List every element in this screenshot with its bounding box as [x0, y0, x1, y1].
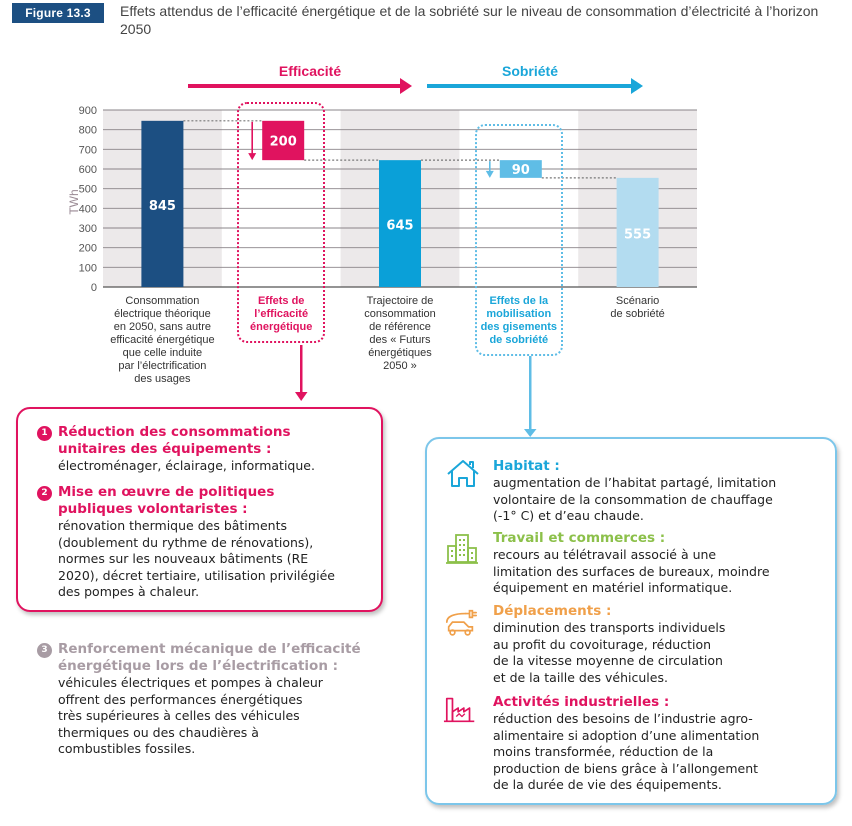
bar-delta-label: 200 — [269, 134, 297, 150]
category-label-line: efficacité énergétique — [110, 334, 215, 346]
category-label-line: Consommation — [125, 295, 200, 307]
category-label-line: de sobriété — [489, 334, 549, 346]
category-label-line: en 2050, sans autre — [113, 321, 212, 333]
industrie-text-line-4: production de biens grâce à l’allongement — [493, 760, 759, 776]
category-label-line: électrique théorique — [114, 308, 211, 320]
category-label-line: des gisements — [480, 321, 557, 333]
sobriety-measures-box — [425, 437, 837, 805]
mechanical-text-line-4: thermiques ou des chaudières à — [58, 724, 259, 740]
bar-value-label: 555 — [624, 227, 652, 243]
y-tick-label: 500 — [78, 183, 97, 196]
arrow-efficacite — [188, 78, 412, 94]
category-label-line: énergétique — [250, 321, 313, 333]
bar-value-label: 645 — [386, 218, 414, 234]
waterfall-chart — [0, 95, 852, 310]
number-badge-3: 3 — [37, 643, 52, 658]
sobriety-item-travail-title: Travail et commerces : — [493, 530, 666, 546]
efficiency-item-1-title-line-2: unitaires des équipements : — [58, 441, 272, 457]
category-label-line: que celle induite — [122, 347, 203, 359]
mechanical-text-line-2: offrent des performances énergétiques — [58, 691, 303, 707]
arrow-to-efficiency-box — [295, 345, 308, 401]
y-tick-label: 100 — [78, 262, 97, 275]
y-tick-label: 700 — [78, 144, 97, 157]
mechanical-text-line-3: très supérieures à celles des véhicules — [58, 708, 300, 723]
electric-car-icon — [443, 607, 479, 641]
phase-label-sobriete: Sobriété — [501, 63, 558, 79]
sobriety-item-deplacements — [493, 603, 833, 686]
efficiency-measures-box — [16, 407, 383, 612]
category-label — [579, 295, 696, 321]
travail-text-line-3: équipement en matériel informatique. — [493, 580, 733, 595]
category-label-line: consommation — [364, 308, 436, 320]
mechanical-title-line-1: Renforcement mécanique de l’efficacité — [58, 641, 361, 657]
y-tick-label: 900 — [78, 105, 97, 117]
efficiency-item-1-title-line-1: Réduction des consommations — [58, 424, 291, 440]
efficiency-item-2-text-line-3: normes sur les nouveaux bâtiments (RE — [58, 551, 309, 566]
arrow-to-sobriety-box — [524, 356, 537, 437]
sobriety-item-deplacements-title: Déplacements : — [493, 603, 612, 619]
mechanical-text-line-1: véhicules électriques et pompes à chaleur — [58, 675, 323, 690]
category-label-line: de référence — [369, 321, 431, 333]
deplacements-text-line-1: diminution des transports individuels — [493, 620, 726, 635]
habitat-text-line-1: augmentation de l’habitat partagé, limitation — [493, 475, 777, 490]
delta-arrow-head — [486, 171, 494, 178]
category-label-line: mobilisation — [486, 308, 552, 320]
sobriety-item-habitat — [493, 458, 833, 525]
sobriety-item-travail — [493, 530, 833, 597]
y-tick-label: 0 — [90, 282, 97, 294]
sobriety-item-industrie-title: Activités industrielles : — [493, 694, 670, 710]
habitat-text-line-2: volontaire de la consommation de chauffage — [493, 491, 773, 507]
category-label-line: de sobriété — [610, 308, 665, 320]
phase-arrows — [0, 0, 852, 110]
bar-value-label: 845 — [148, 198, 176, 214]
number-badge-1: 1 — [37, 426, 52, 441]
industrie-text-line-5: de la durée de vie des équipements. — [493, 777, 722, 792]
category-label-line: 2050 » — [383, 360, 417, 372]
figure-badge: Figure 13.3 — [12, 3, 104, 23]
bar-delta-label: 90 — [511, 163, 530, 178]
figure-title: Effets attendus de l’efficacité énergétique et de la sobriété sur le niveau de consommation d’électricité à l’horizon 2050 — [120, 3, 819, 37]
mechanical-title-line-2: énergétique lors de l’électrification : — [58, 658, 339, 674]
y-tick-label: 600 — [78, 164, 97, 176]
category-label-line: des « Futurs — [369, 334, 431, 346]
deplacements-text-line-4: et de la taille des véhicules. — [493, 669, 668, 685]
efficiency-item-2-text-line-4: 2020), décret tertiaire, utilisation privilégiée — [58, 567, 336, 583]
arrow-sobriete — [427, 78, 643, 94]
sobriety-item-industrie — [493, 694, 833, 794]
y-axis-label: TWh — [67, 189, 81, 215]
category-label-line: Scénario — [615, 295, 660, 307]
delta-arrow-head — [248, 153, 256, 160]
phase-label-efficacite: Efficacité — [278, 63, 342, 79]
industrie-text-line-3: moins transformée, réduction de la — [493, 744, 714, 759]
category-label-line: Effets de — [257, 295, 305, 307]
mechanical-reinforcement-note — [37, 641, 382, 758]
deplacements-text-line-3: de la vitesse moyenne de circulation — [493, 653, 723, 668]
category-label-line: des usages — [134, 373, 191, 385]
efficiency-item-2-text-line-1: rénovation thermique des bâtiments — [58, 518, 287, 533]
efficiency-item-2-title-line-1: Mise en œuvre de politiques — [58, 484, 275, 500]
category-label-line: énergétiques — [368, 347, 432, 359]
efficiency-item-2-text-line-2: (doublement du rythme de rénovations), — [58, 534, 314, 550]
sobriety-item-habitat-title: Habitat : — [493, 458, 560, 474]
efficiency-item-2 — [37, 484, 377, 601]
y-tick-label: 200 — [78, 242, 97, 255]
category-label-line: Trajectoire de — [366, 295, 434, 307]
number-badge-2: 2 — [37, 486, 52, 501]
category-label-line: Effets de la — [489, 295, 549, 307]
travail-text-line-1: recours au télétravail associé à une — [493, 547, 717, 562]
efficiency-item-2-title-line-2: publiques volontaristes : — [58, 501, 248, 517]
y-tick-label: 400 — [78, 203, 97, 216]
house-icon — [445, 457, 481, 491]
efficiency-item-1 — [37, 424, 377, 475]
office-building-icon — [445, 532, 481, 566]
category-label-line: l’efficacité — [254, 308, 309, 320]
deplacements-text-line-2: au profit du covoiturage, réduction — [493, 636, 712, 652]
efficiency-item-1-text: électroménager, éclairage, informatique. — [58, 458, 315, 473]
y-tick-label: 300 — [78, 223, 97, 235]
efficiency-item-2-text-line-5: des pompes à chaleur. — [58, 584, 200, 599]
category-label — [223, 295, 340, 334]
habitat-text-line-3: (-1° C) et d’eau chaude. — [493, 508, 644, 523]
industrie-text-line-2: alimentaire si adoption d’une alimentation — [493, 727, 760, 743]
factory-icon — [443, 692, 479, 726]
category-label-line: par l’électrification — [118, 360, 207, 372]
mechanical-text-line-5: combustibles fossiles. — [58, 741, 196, 756]
industrie-text-line-1: réduction des besoins de l’industrie agro- — [493, 711, 753, 726]
travail-text-line-2: limitation des surfaces de bureaux, moindre — [493, 563, 770, 579]
y-tick-label: 800 — [78, 124, 97, 137]
